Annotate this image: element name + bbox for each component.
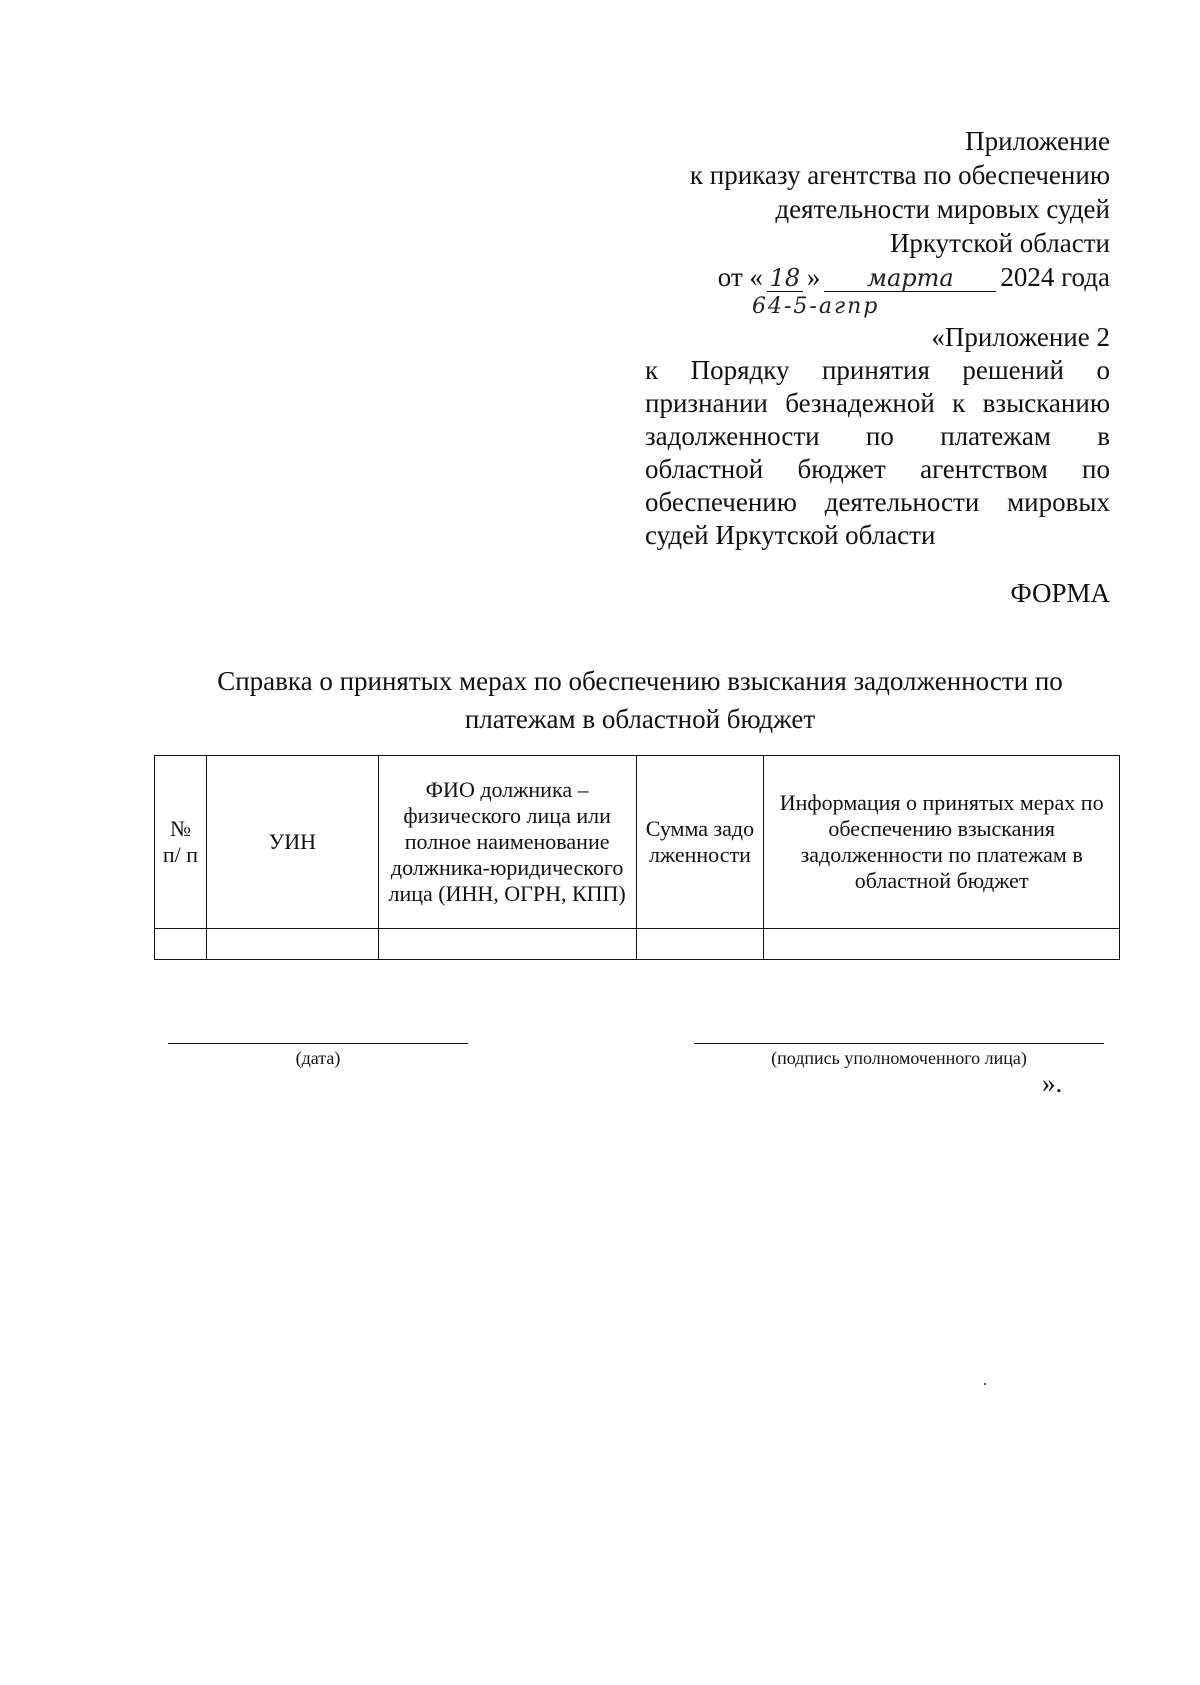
date-mid: »	[806, 262, 821, 292]
date-month: марта	[824, 265, 996, 292]
table-cell	[636, 929, 764, 960]
table-cell	[378, 929, 636, 960]
closing-quote: ».	[1042, 1068, 1063, 1098]
header-debtor: ФИО должника – физического лица или полное наименование должника-юридического лица (ИНН, ОГРН, КПП)	[378, 756, 636, 929]
document-title-line-2: платежам в областной бюджет	[464, 704, 816, 734]
table-cell	[155, 929, 207, 960]
document-title	[150, 662, 1130, 738]
form-label: ФОРМА	[1010, 578, 1110, 608]
approval-line-1: Приложение	[965, 126, 1110, 156]
header-number: № п/ п	[155, 756, 207, 929]
measures-table	[154, 755, 1120, 960]
document-title-line-1: Справка о принятых мерах по обеспечению взыскания задолженности по	[217, 666, 1063, 696]
authorized-signature-caption: (подпись уполномоченного лица)	[771, 1048, 1027, 1068]
approval-date-line	[718, 260, 1110, 294]
appendix2-body: к Порядку принятия решений о признании безнадежной к взысканию задолженности по платежам в областной бюджет агентством по обеспечению деятельности мировых судей Иркутской области	[645, 355, 1110, 550]
date-year: 2024 года	[1000, 262, 1110, 292]
table-row	[155, 929, 1120, 960]
date-caption: (дата)	[295, 1048, 341, 1068]
header-measures-info: Информация о принятых мерах по обеспечению взыскания задолженности по платежам в областной бюджет	[764, 756, 1120, 929]
appendix2-title: «Приложение 2	[931, 322, 1110, 352]
approval-line-4: Иркутской области	[889, 228, 1110, 258]
order-number-handwritten: 64-5-агпр	[752, 294, 880, 319]
header-debt-amount: Сумма задолженности	[636, 756, 764, 929]
scan-speck	[984, 1383, 986, 1385]
date-signature-line	[168, 1043, 468, 1044]
date-day: 18	[767, 265, 803, 292]
table-cell	[764, 929, 1120, 960]
table-header-row	[155, 756, 1120, 929]
approval-line-3: деятельности мировых судей	[775, 194, 1110, 224]
table-cell	[206, 929, 378, 960]
approval-line-2: к приказу агентства по обеспечению	[689, 160, 1110, 190]
date-prefix: от «	[717, 262, 763, 292]
authorized-signature-line	[694, 1043, 1104, 1044]
approval-block	[690, 124, 1110, 294]
header-uin: УИН	[206, 756, 378, 929]
